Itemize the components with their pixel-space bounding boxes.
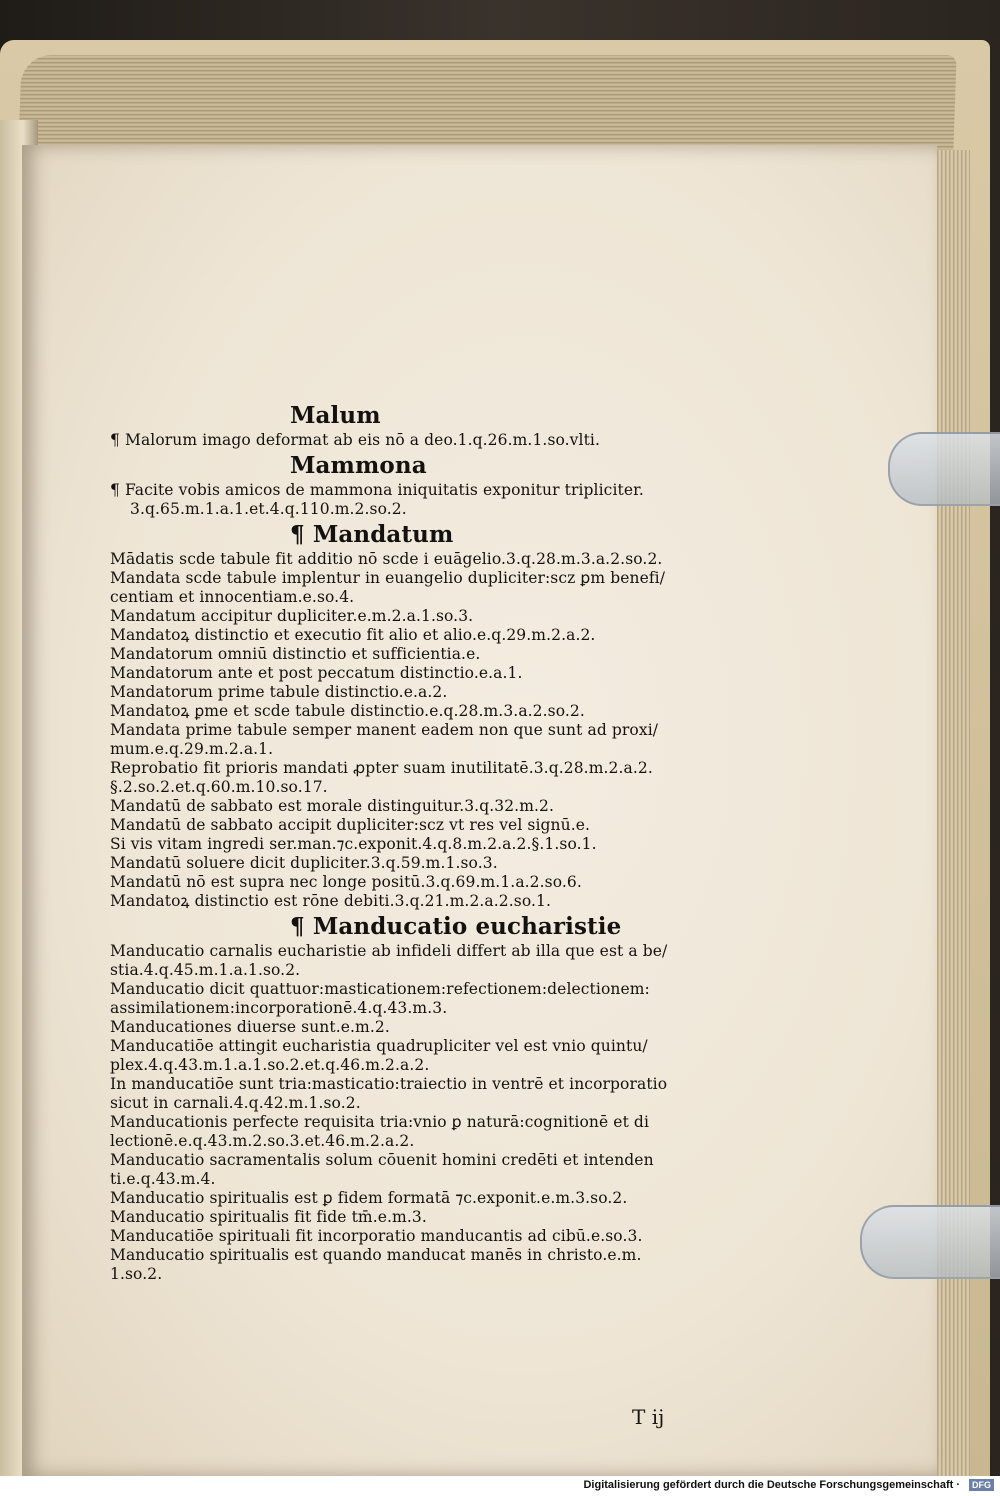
entry-line: plex.4.q.43.m.1.a.1.so.2.et.q.46.m.2.a.2. <box>110 1056 430 1074</box>
entry-line: stia.4.q.45.m.1.a.1.so.2. <box>110 961 301 979</box>
entry-line: Manducatio dicit quattuor:masticationem:refectionem:delectionem: <box>110 980 650 998</box>
entry-heading: ¶ Mandatum <box>290 521 454 548</box>
entry-line: Mandatum accipitur dupliciter.e.m.2.a.1.so.3. <box>110 607 474 625</box>
entry-line: Mandata scde tabule implentur in euangelio dupliciter:scz ꝑm benefi/ <box>110 569 666 587</box>
entry-line: ¶ Malorum imago deformat ab eis nō a deo.1.q.26.m.1.so.vlti. <box>110 431 601 449</box>
entry-line: Mandatū de sabbato est morale distinguitur.3.q.32.m.2. <box>110 797 555 815</box>
signature-mark: T ij <box>632 1405 665 1429</box>
entry-line: lectionē.e.q.43.m.2.so.3.et.46.m.2.a.2. <box>110 1132 415 1150</box>
entry-line: sicut in carnali.4.q.42.m.1.so.2. <box>110 1094 361 1112</box>
entry-heading: Mammona <box>290 452 427 479</box>
credit-text: Digitalisierung gefördert durch die Deutsche Forschungsgemeinschaft · <box>583 1479 960 1491</box>
book-clamp-bottom <box>860 1205 1000 1279</box>
entry-line: Manducatio spiritualis fit fide tm̄.e.m.3. <box>110 1208 427 1226</box>
dfg-logo: DFG <box>969 1479 994 1491</box>
entry-line: Mandatoꝝ ꝑme et scde tabule distinctio.e.q.28.m.3.a.2.so.2. <box>110 702 585 720</box>
entry-line: Manducationes diuerse sunt.e.m.2. <box>110 1018 390 1036</box>
book-top-edge <box>18 55 956 150</box>
entry-line: Mādatis scde tabule fit additio nō scde i euāgelio.3.q.28.m.3.a.2.so.2. <box>110 550 663 568</box>
entry-line: centiam et innocentiam.e.so.4. <box>110 588 355 606</box>
entry-line: Mandatorum omniū distinctio et sufficientia.e. <box>110 645 481 663</box>
entry-line: Manducatiōe attingit eucharistia quadrupliciter vel est vnio quintu/ <box>110 1037 648 1055</box>
entry-line: Mandatorum prime tabule distinctio.e.a.2. <box>110 683 448 701</box>
book-clamp-top <box>888 432 1000 506</box>
entry-line: §.2.so.2.et.q.60.m.10.so.17. <box>110 778 328 796</box>
entry-line: Manducationis perfecte requisita tria:vnio ꝑ naturā:cognitionē et di <box>110 1113 650 1131</box>
entry-line: Mandatū de sabbato accipit dupliciter:scz vt res vel signū.e. <box>110 816 591 834</box>
entry-line: Mandatorum ante et post peccatum distinctio.e.a.1. <box>110 664 523 682</box>
entry-line: Mandata prime tabule semper manent eadem non que sunt ad proxi/ <box>110 721 659 739</box>
entry-line: 1.so.2. <box>110 1265 163 1283</box>
entry-line: Mandatoꝝ distinctio et executio fit alio et alio.e.q.29.m.2.a.2. <box>110 626 596 644</box>
entry-line: In manducatiōe sunt tria:masticatio:traiectio in ventrē et incorporatio <box>110 1075 668 1093</box>
entry-line: Manducatio spiritualis est quando manducat manēs in christo.e.m. <box>110 1246 642 1264</box>
entry-line: ti.e.q.43.m.4. <box>110 1170 216 1188</box>
entry-line: Reprobatio fit prioris mandati ꝓpter suam inutilitatē.3.q.28.m.2.a.2. <box>110 759 653 777</box>
entry-line: Manducatio sacramentalis solum cōuenit homini credēti et intenden <box>110 1151 654 1169</box>
entry-line: Manducatio carnalis eucharistie ab infideli differt ab illa que est a be/ <box>110 942 668 960</box>
entry-line: Mandatū nō est supra nec longe positū.3.q.69.m.1.a.2.so.6. <box>110 873 582 891</box>
entry-line: Manducatio spiritualis est ꝑ fidem formatā ⁊c.exponit.e.m.3.so.2. <box>110 1189 628 1207</box>
book-page <box>22 145 937 1476</box>
entry-line: Manducatiōe spirituali fit incorporatio manducantis ad cibū.e.so.3. <box>110 1227 643 1245</box>
entry-line: mum.e.q.29.m.2.a.1. <box>110 740 274 758</box>
entry-heading: Malum <box>290 402 381 429</box>
entry-line: 3.q.65.m.1.a.1.et.4.q.110.m.2.so.2. <box>130 500 407 518</box>
entry-line: assimilationem:incorporationē.4.q.43.m.3. <box>110 999 448 1017</box>
entry-line: ¶ Facite vobis amicos de mammona iniquitatis exponitur tripliciter. <box>110 481 644 499</box>
entry-line: Mandatū soluere dicit dupliciter.3.q.59.m.1.so.3. <box>110 854 498 872</box>
entry-heading: ¶ Manducatio eucharistie <box>290 913 622 940</box>
credit-bar <box>0 1476 1000 1496</box>
entry-line: Mandatoꝝ distinctio est rōne debiti.3.q.21.m.2.a.2.so.1. <box>110 892 552 910</box>
index-text-block <box>110 400 750 1284</box>
entry-line: Si vis vitam ingredi ser.man.⁊c.exponit.4.q.8.m.2.a.2.§.1.so.1. <box>110 835 597 853</box>
